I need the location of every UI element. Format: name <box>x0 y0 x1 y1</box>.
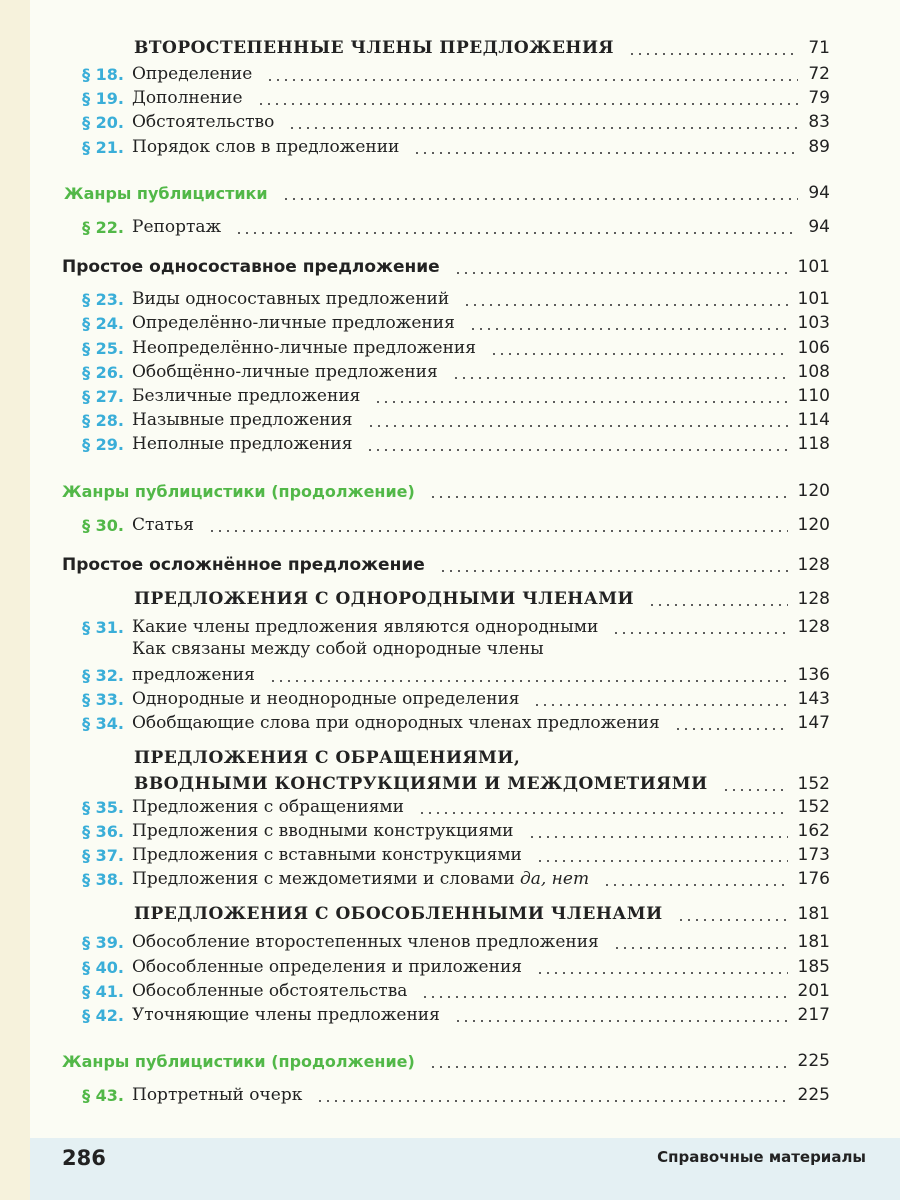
page-number: 101 <box>797 257 830 277</box>
toc-title: Порядок слов в предложении <box>132 137 400 157</box>
toc-title: Предложения с междометиями и словами да, нет <box>132 869 590 889</box>
toc-title: Обособленные определения и приложения <box>132 957 522 977</box>
leader-dots <box>269 680 788 682</box>
page-number: 94 <box>808 217 830 237</box>
paragraph-number: § 43. <box>82 1086 124 1105</box>
page-number: 176 <box>797 869 830 889</box>
toc-title: Предложения с вставными конструкциями <box>132 845 522 865</box>
toc-title-line1: ПРЕДЛОЖЕНИЯ С ОБРАЩЕНИЯМИ, <box>134 748 521 768</box>
toc-title: Обобщающие слова при однородных членах предложения <box>132 713 660 733</box>
toc-entry[interactable] <box>0 513 900 537</box>
page-number: 106 <box>797 338 830 358</box>
page-number: 162 <box>797 821 830 841</box>
paragraph-number: § 19. <box>82 89 124 108</box>
page-number: 128 <box>797 555 830 575</box>
toc-entry[interactable] <box>0 772 900 796</box>
toc-title: Обобщённо-личные предложения <box>132 362 438 382</box>
toc-title: Безличные предложения <box>132 386 361 406</box>
leader-dots <box>628 53 798 55</box>
leader-dots <box>612 632 788 634</box>
leader-dots <box>722 789 788 791</box>
toc-entry[interactable] <box>0 979 900 1003</box>
page-number: 143 <box>797 689 830 709</box>
paragraph-number: § 38. <box>82 870 124 889</box>
toc-title: Определённо-личные предложения <box>132 313 455 333</box>
toc-entry[interactable] <box>0 384 900 408</box>
paragraph-number: § 32. <box>82 666 124 685</box>
toc-entry[interactable] <box>0 86 900 110</box>
toc-entry[interactable] <box>0 843 900 867</box>
page-number: 108 <box>797 362 830 382</box>
toc-entry[interactable] <box>0 1083 900 1107</box>
toc-title: Определение <box>132 64 253 84</box>
page-number: 83 <box>808 112 830 132</box>
page-number: 110 <box>797 386 830 406</box>
paragraph-number: § 28. <box>82 411 124 430</box>
paragraph-number: § 41. <box>82 982 124 1001</box>
page-number: 173 <box>797 845 830 865</box>
toc-entry[interactable] <box>0 902 900 926</box>
page-number: 89 <box>808 137 830 157</box>
leader-dots <box>266 79 798 81</box>
toc-entry[interactable] <box>0 930 900 954</box>
page-number: 72 <box>808 64 830 84</box>
toc-title: Назывные предложения <box>132 410 353 430</box>
paragraph-number: § 23. <box>82 290 124 309</box>
toc-title: Репортаж <box>132 217 222 237</box>
toc-entry[interactable] <box>0 1003 900 1027</box>
footer-page-number: 286 <box>62 1146 106 1170</box>
toc-entry[interactable] <box>0 615 900 639</box>
toc-entry[interactable] <box>0 255 900 279</box>
toc-entry[interactable] <box>0 867 900 891</box>
toc-entry[interactable] <box>0 795 900 819</box>
paragraph-number: § 20. <box>82 113 124 132</box>
toc-title: Простое осложнённое предложение <box>62 555 425 575</box>
page-number: 120 <box>797 515 830 535</box>
paragraph-number: § 24. <box>82 314 124 333</box>
leader-dots <box>429 496 788 498</box>
page-number: 181 <box>797 904 830 924</box>
leader-dots <box>463 304 788 306</box>
toc-title: ПРЕДЛОЖЕНИЯ С ОБОСОБЛЕННЫМИ ЧЛЕНАМИ <box>134 904 663 924</box>
leader-dots <box>235 232 798 234</box>
leader-dots <box>454 272 788 274</box>
paragraph-number: § 31. <box>82 618 124 637</box>
leader-dots <box>429 1066 788 1068</box>
toc-title: Предложения с вводными конструкциями <box>132 821 514 841</box>
toc-entry[interactable] <box>0 215 900 239</box>
toc-title: ВВОДНЫМИ КОНСТРУКЦИЯМИ И МЕЖДОМЕТИЯМИ <box>134 774 708 794</box>
paragraph-number: § 21. <box>82 138 124 157</box>
leader-dots <box>528 836 788 838</box>
toc-entry[interactable] <box>0 432 900 456</box>
toc-title: Статья <box>132 515 194 535</box>
leader-dots <box>536 860 788 862</box>
toc-entry[interactable] <box>0 287 900 311</box>
page-number: 152 <box>797 774 830 794</box>
toc-title: Виды односоставных предложений <box>132 289 450 309</box>
toc-entry[interactable] <box>0 1049 900 1073</box>
leader-dots <box>367 425 788 427</box>
toc-entry[interactable] <box>0 587 900 611</box>
leader-dots <box>418 812 788 814</box>
leader-dots <box>469 328 788 330</box>
page-number: 225 <box>797 1051 830 1071</box>
toc-title: Неопределённо-личные предложения <box>132 338 476 358</box>
leader-dots <box>413 152 798 154</box>
leader-dots <box>421 996 788 998</box>
leader-dots <box>490 353 788 355</box>
toc-entry[interactable] <box>0 62 900 86</box>
toc-entry[interactable] <box>0 336 900 360</box>
page-number: 128 <box>797 589 830 609</box>
toc-entry[interactable] <box>0 687 900 711</box>
paragraph-number: § 35. <box>82 798 124 817</box>
page-number: 185 <box>797 957 830 977</box>
toc-title-italic: да, нет <box>519 869 590 889</box>
paragraph-number: § 26. <box>82 363 124 382</box>
toc-title: Обособление второстепенных членов предложения <box>132 932 599 952</box>
toc-title-line1: Как связаны между собой однородные члены <box>132 639 544 659</box>
toc-entry[interactable] <box>0 711 900 735</box>
page-number: 103 <box>797 313 830 333</box>
toc-title: Жанры публицистики <box>64 184 268 203</box>
leader-dots <box>316 1100 788 1102</box>
page-number: 71 <box>808 38 830 58</box>
toc-entry[interactable] <box>0 553 900 577</box>
toc-entry[interactable] <box>0 36 900 60</box>
leader-dots <box>366 449 788 451</box>
paragraph-number: § 22. <box>82 218 124 237</box>
toc-entry[interactable] <box>0 135 900 159</box>
page-number: 79 <box>808 88 830 108</box>
page-number: 152 <box>797 797 830 817</box>
toc-title: Жанры публицистики (продолжение) <box>62 482 415 501</box>
page-number: 94 <box>808 183 830 203</box>
page-number: 225 <box>797 1085 830 1105</box>
toc-entry[interactable] <box>0 408 900 432</box>
paragraph-number: § 29. <box>82 435 124 454</box>
leader-dots <box>288 127 798 129</box>
toc-title: Однородные и неоднородные определения <box>132 689 520 709</box>
page-number: 181 <box>797 932 830 952</box>
toc-entry[interactable] <box>0 110 900 134</box>
paragraph-number: § 37. <box>82 846 124 865</box>
leader-dots <box>282 198 798 200</box>
toc-title: Обстоятельство <box>132 112 275 132</box>
toc-title: Какие члены предложения являются однородными <box>132 617 599 637</box>
paragraph-number: § 27. <box>82 387 124 406</box>
leader-dots <box>257 103 798 105</box>
toc-title: Простое односоставное предложение <box>62 257 440 277</box>
toc-entry[interactable] <box>0 955 900 979</box>
page-number: 114 <box>797 410 830 430</box>
leader-dots <box>613 947 788 949</box>
toc-title: ВТОРОСТЕПЕННЫЕ ЧЛЕНЫ ПРЕДЛОЖЕНИЯ <box>134 38 615 58</box>
toc-title: Жанры публицистики (продолжение) <box>62 1052 415 1071</box>
toc-title: Портретный очерк <box>132 1085 303 1105</box>
paragraph-number: § 42. <box>82 1006 124 1025</box>
paragraph-number: § 34. <box>82 714 124 733</box>
toc-title: предложения <box>132 665 255 685</box>
toc-title: Неполные предложения <box>132 434 353 454</box>
leader-dots <box>374 401 788 403</box>
leader-dots <box>439 570 788 572</box>
toc-title: Уточняющие члены предложения <box>132 1005 440 1025</box>
paragraph-number: § 33. <box>82 690 124 709</box>
paragraph-number: § 30. <box>82 516 124 535</box>
leader-dots <box>208 530 788 532</box>
leader-dots <box>533 704 788 706</box>
toc-entry[interactable] <box>0 360 900 384</box>
page-number: 118 <box>797 434 830 454</box>
leader-dots <box>677 919 788 921</box>
footer-section-label: Справочные материалы <box>657 1148 866 1166</box>
paragraph-number: § 39. <box>82 933 124 952</box>
paragraph-number: § 18. <box>82 65 124 84</box>
toc-entry[interactable] <box>0 479 900 503</box>
leader-dots <box>452 377 788 379</box>
page-number: 120 <box>797 481 830 501</box>
toc-entry[interactable] <box>0 663 900 687</box>
paragraph-number: § 36. <box>82 822 124 841</box>
page-number: 128 <box>797 617 830 637</box>
toc-title: ПРЕДЛОЖЕНИЯ С ОДНОРОДНЫМИ ЧЛЕНАМИ <box>134 589 635 609</box>
page-number: 217 <box>797 1005 830 1025</box>
paragraph-number: § 25. <box>82 339 124 358</box>
leader-dots <box>536 972 788 974</box>
toc-entry[interactable] <box>0 311 900 335</box>
page-number: 147 <box>797 713 830 733</box>
toc-title: Обособленные обстоятельства <box>132 981 408 1001</box>
paragraph-number: § 40. <box>82 958 124 977</box>
leader-dots <box>648 604 788 606</box>
page-number: 101 <box>797 289 830 309</box>
toc-entry[interactable] <box>0 181 900 205</box>
page-number: 201 <box>797 981 830 1001</box>
toc-entry[interactable] <box>0 819 900 843</box>
page-number: 136 <box>797 665 830 685</box>
leader-dots <box>674 728 788 730</box>
leader-dots <box>603 884 788 886</box>
toc-title: Предложения с обращениями <box>132 797 404 817</box>
toc-title: Дополнение <box>132 88 243 108</box>
leader-dots <box>454 1020 788 1022</box>
